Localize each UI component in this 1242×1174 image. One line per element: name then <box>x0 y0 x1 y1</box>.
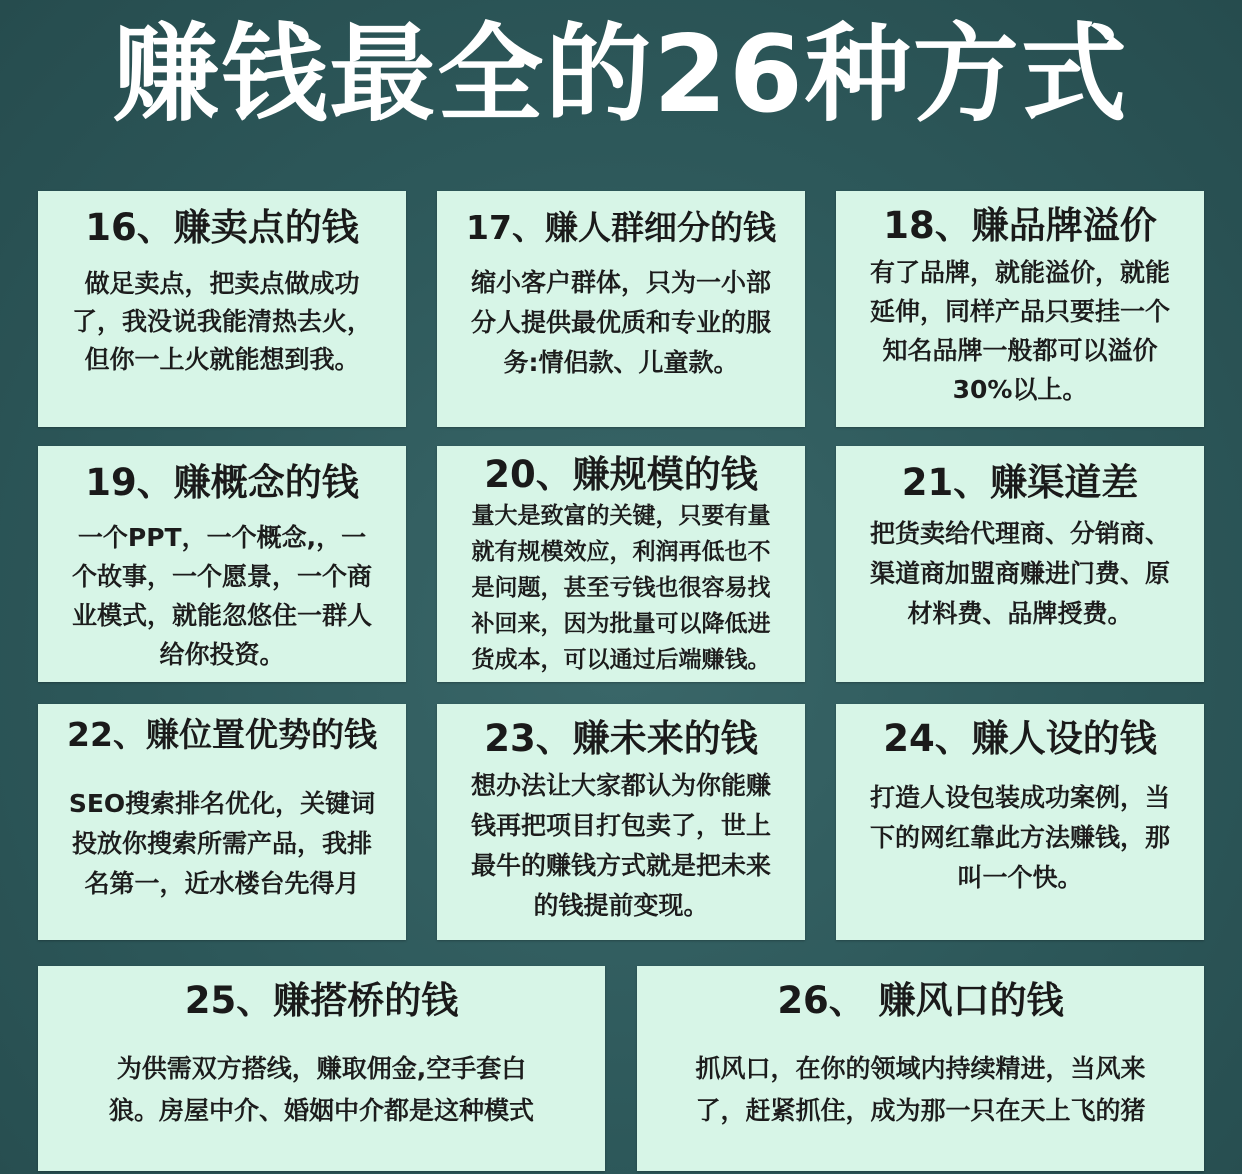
card-18 <box>836 191 1204 427</box>
card-body-line: 钱再把项目打包卖了，世上 <box>470 811 771 840</box>
card-body <box>836 253 1204 409</box>
card-24 <box>836 704 1204 940</box>
card-body <box>836 778 1204 898</box>
card-title: 16、赚卖点的钱 <box>85 206 359 249</box>
card-body-line: 个故事，一个愿景，一个商 <box>71 562 372 591</box>
card-body-line: 一个PPT，一个概念,，一 <box>77 523 367 552</box>
card-body-line: 材料费、品牌授费。 <box>907 599 1133 628</box>
card-title: 22、赚位置优势的钱 <box>67 715 377 754</box>
card-body-line: 抓风口，在你的领域内持续精进，当风来 <box>695 1054 1146 1083</box>
card-body-line: 了，赶紧抓住，成为那一只在天上飞的猪 <box>695 1096 1146 1125</box>
card-body-line: 想办法让大家都认为你能赚 <box>470 771 771 800</box>
card-title: 24、赚人设的钱 <box>883 717 1157 760</box>
card-body-line: 是问题，甚至亏钱也很容易找 <box>471 575 771 601</box>
card-title: 23、赚未来的钱 <box>484 717 758 760</box>
card-body-line: 了，我没说我能清热去火， <box>71 307 372 336</box>
card-body-line: 渠道商加盟商赚进门费、原 <box>869 559 1170 588</box>
card-title: 26、 赚风口的钱 <box>777 979 1064 1022</box>
card-body <box>836 514 1204 634</box>
poster-title: 赚钱最全的26种方式 <box>113 13 1129 136</box>
card-body-line: 最牛的赚钱方式就是把未来 <box>470 851 771 880</box>
card-title: 18、赚品牌溢价 <box>883 204 1157 247</box>
card-body-line: 狼。房屋中介、婚姻中介都是这种模式 <box>108 1096 534 1125</box>
card-body-line: 补回来，因为批量可以降低进 <box>471 611 771 637</box>
card-26 <box>637 966 1204 1171</box>
card-body-line: 分人提供最优质和专业的服 <box>470 308 771 337</box>
card-body-line: 给你投资。 <box>159 640 285 669</box>
card-title: 20、赚规模的钱 <box>484 453 758 496</box>
card-body <box>38 265 406 379</box>
card-body-line: 名第一，近水楼台先得月 <box>84 869 360 898</box>
card-body-line: 的钱提前变现。 <box>533 891 709 920</box>
card-title: 21、赚渠道差 <box>901 461 1139 504</box>
card-22 <box>38 704 406 940</box>
card-body-line: 就有规模效应，利润再低也不 <box>471 539 771 565</box>
card-body <box>38 518 406 674</box>
card-title: 19、赚概念的钱 <box>85 461 359 504</box>
card-body-line: 把货卖给代理商、分销商、 <box>869 519 1170 548</box>
card-body <box>38 1048 605 1132</box>
card-title: 17、赚人群细分的钱 <box>466 208 776 247</box>
card-19 <box>38 446 406 682</box>
card-16 <box>38 191 406 427</box>
card-body-line: 打造人设包装成功案例，当 <box>869 783 1170 812</box>
card-body-line: 下的网红靠此方法赚钱，那 <box>869 823 1170 852</box>
card-20 <box>437 446 805 682</box>
card-23 <box>437 704 805 940</box>
card-body <box>38 784 406 904</box>
card-body-line: 但你一上火就能想到我。 <box>84 345 360 374</box>
card-body <box>437 766 805 926</box>
card-body-line: 量大是致富的关键，只要有量 <box>471 503 771 529</box>
card-body-line: 务:情侣款、儿童款。 <box>503 348 739 377</box>
card-body-line: 为供需双方搭线，赚取佣金,空手套白 <box>116 1054 527 1083</box>
card-25 <box>38 966 605 1171</box>
card-body-line: 缩小客户群体，只为一小部 <box>470 268 771 297</box>
card-body-line: 30%以上。 <box>952 375 1088 404</box>
card-body-line: 投放你搜索所需产品，我排 <box>71 829 372 858</box>
card-body-line: 知名品牌一般都可以溢价 <box>882 336 1158 365</box>
card-title: 25、赚搭桥的钱 <box>184 979 459 1022</box>
card-body-line: SEO搜索排名优化，关键词 <box>68 789 376 818</box>
card-21 <box>836 446 1204 682</box>
card-body <box>637 1048 1204 1132</box>
card-body-line: 叫一个快。 <box>957 863 1083 892</box>
card-body-line: 做足卖点，把卖点做成功 <box>84 269 360 298</box>
card-17 <box>437 191 805 427</box>
card-body <box>437 263 805 383</box>
card-body-line: 有了品牌，就能溢价，就能 <box>869 258 1170 287</box>
card-body <box>437 498 805 678</box>
card-body-line: 业模式，就能忽悠住一群人 <box>71 601 372 630</box>
card-body-line: 货成本，可以通过后端赚钱。 <box>471 647 771 673</box>
card-body-line: 延伸，同样产品只要挂一个 <box>869 297 1170 326</box>
